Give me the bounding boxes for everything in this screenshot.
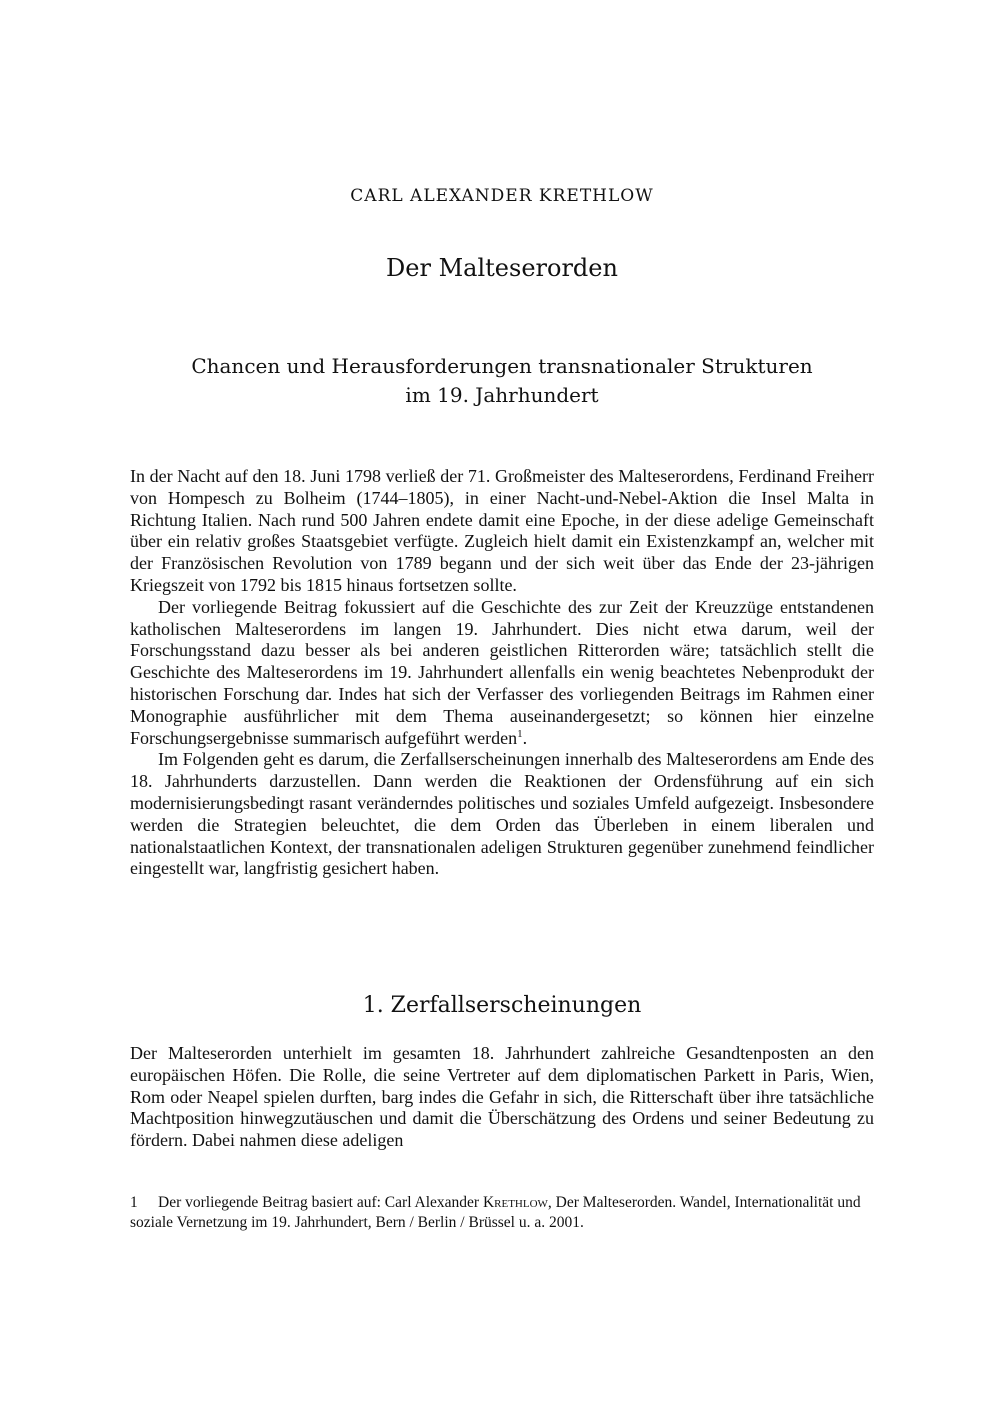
intro-paragraph-1: In der Nacht auf den 18. Juni 1798 verließ der 71. Großmeister des Malteserordens, Ferdinand Freiherr von Hompesch zu Bolheim (1744–1805), in einer Nacht-und-Nebel-Aktion die Insel Malta in Richtung Italien. Nach rund 500 Jahren endete damit eine Epoche, in der diese adelige Gemeinschaft über ein relativ großes Staatsgebiet verfügte. Zugleich hielt damit ein Existenzkampf an, welcher mit der Französischen Revolution von 1789 begann und der sich weit über das Ende der 23-jährigen Kriegszeit von 1792 bis 1815 hinaus fortsetzen sollte. xyxy=(130,466,874,595)
footnote-number: 1 xyxy=(130,1194,138,1211)
subtitle-line-2: im 19. Jahrhundert xyxy=(405,383,599,407)
intro-paragraph-2 xyxy=(130,597,874,750)
article-subtitle xyxy=(130,352,874,410)
footnote xyxy=(130,1193,874,1232)
footnote-text-before: Der vorliegende Beitrag basiert auf: Carl Alexander xyxy=(158,1194,483,1211)
footnote-reference[interactable]: 1 xyxy=(517,727,523,740)
intro-text xyxy=(130,466,874,880)
section-1-text xyxy=(130,1043,874,1152)
article-title: Der Malteserorden xyxy=(386,254,618,282)
intro-paragraph-2-end: . xyxy=(522,727,528,748)
intro-paragraph-2-text: Der vorliegende Beitrag fokussiert auf die Geschichte des zur Zeit der Kreuzzüge entstandenen katholischen Malteserordens im langen 19. Jahrhundert. Dies nicht etwa darum, weil der Forschungsstand dazu besser als bei anderen geistlichen Ritterorden wäre; tatsächlich stellt die Geschichte des Malteserordens im 19. Jahrhundert allenfalls ein wenig beachtetes Nebenprodukt der historischen Forschung dar. Indes hat sich der Verfasser des vorliegenden Beitrags im Rahmen einer Monographie ausführlicher mit dem Thema auseinandergesetzt; so können hier einzelne Forschungsergebnisse summarisch aufgeführt werden xyxy=(130,596,874,748)
footnote-text-after: , Der Malteserorden. Wandel, Internationalität und soziale Vernetzung im 19. Jahrhundert, Bern / Berlin / Brüssel u. a. 2001. xyxy=(130,1194,861,1231)
footnote-author: Krethlow xyxy=(482,1194,548,1211)
section-heading: 1. Zerfallserscheinungen xyxy=(362,993,642,1018)
subtitle-line-1: Chancen und Herausforderungen transnationaler Strukturen xyxy=(191,354,813,378)
author-name: CARL ALEXANDER KRETHLOW xyxy=(350,186,654,206)
section-1-paragraph-1: Der Malteserorden unterhielt im gesamten 18. Jahrhundert zahlreiche Gesandtenposten an den europäischen Höfen. Die Rolle, die seine Vertreter auf dem diplomatischen Parkett in Paris, Wien, Rom oder Neapel spielen durften, barg indes die Gefahr in sich, die Ritterschaft über ihre tatsächliche Machtposition hinwegzutäuschen und damit die Überschätzung des Ordens und seiner Bedeutung zu fördern. Dabei nahmen diese adeligen xyxy=(130,1043,874,1151)
intro-paragraph-3: Im Folgenden geht es darum, die Zerfallserscheinungen innerhalb des Malteserordens am Ende des 18. Jahrhunderts darzustellen. Dann werden die Reaktionen der Ordensführung auf ein sich modernisierungsbedingt rasant veränderndes politisches und soziales Umfeld aufgezeigt. Insbesondere werden die Strategien beleuchtet, die dem Orden das Überleben in einem liberalen und nationalstaatlichen Kontext, der transnationalen adeligen Strukturen gegenüber zunehmend feindlicher eingestellt war, langfristig gesichert haben. xyxy=(130,749,874,879)
